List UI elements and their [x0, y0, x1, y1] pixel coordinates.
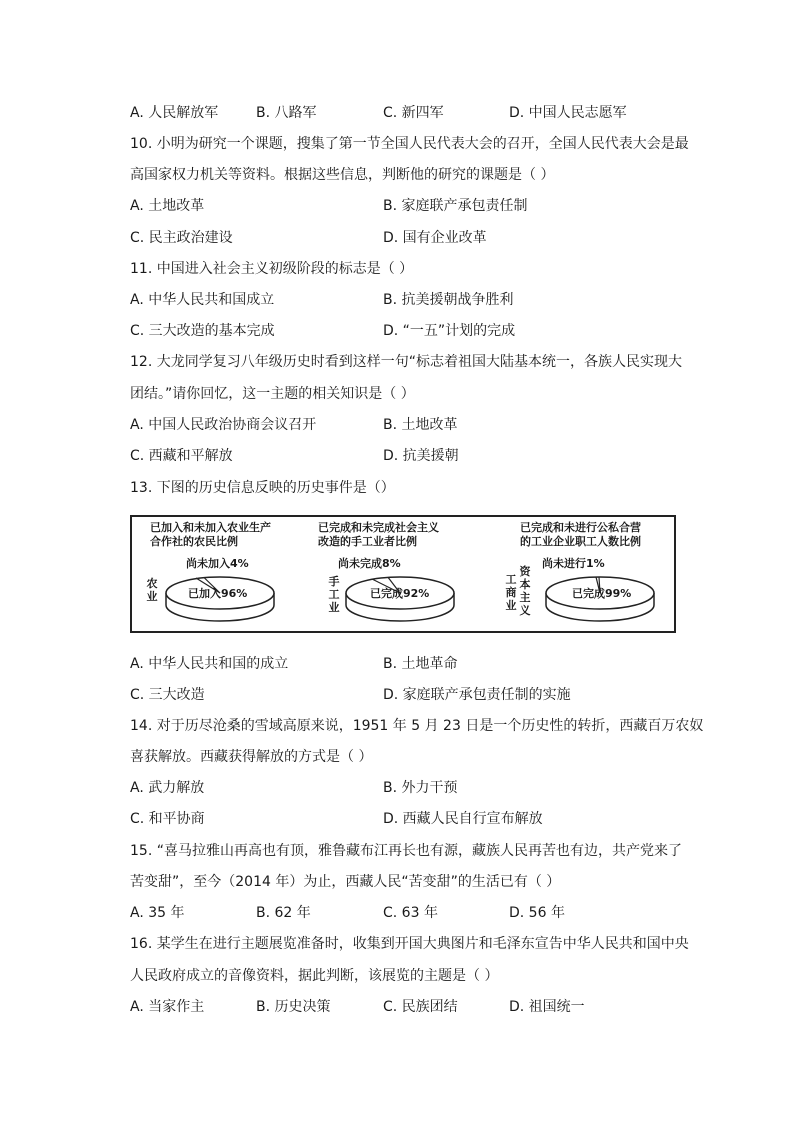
- q14-option-a: A. 武力解放: [130, 780, 205, 796]
- q10-stem-line1: 10. 小明为研究一个课题，搜集了第一节全国人民代表大会的召开，全国人民代表大会是最: [130, 136, 689, 152]
- panel2-callout: 尚未完成8%: [338, 557, 401, 570]
- q11-option-c: C. 三大改造的基本完成: [130, 323, 275, 339]
- q11-option-b: B. 抗美援朝战争胜利: [383, 292, 514, 308]
- q11-option-d: D. “一五”计划的完成: [383, 323, 516, 339]
- panel1-inner-label: 已加入96%: [188, 587, 248, 600]
- q12-option-c: C. 西藏和平解放: [130, 448, 233, 464]
- panel1-callout: 尚未加入4%: [186, 557, 249, 570]
- q14-option-d: D. 西藏人民自行宣布解放: [383, 811, 543, 827]
- panel1-title-line2: 合作社的农民比例: [150, 535, 238, 548]
- q11-option-a: A. 中华人民共和国成立: [130, 292, 275, 308]
- panel1-side-label: 农业: [146, 577, 158, 603]
- panel3-title-line1: 已完成和未进行公私合营: [520, 521, 641, 534]
- panel3-side-label-2: 资本主义: [519, 565, 531, 617]
- q15-option-b: B. 62 年: [256, 905, 311, 921]
- q15-stem-line1: 15. “喜马拉雅山再高也有顶，雅鲁藏布江再长也有源，藏族人民再苦也有边，共产党来了: [130, 843, 682, 859]
- q9-option-d: D. 中国人民志愿军: [509, 105, 627, 121]
- q13-pie-figure: [130, 515, 676, 633]
- q13-option-b: B. 土地革命: [383, 656, 458, 672]
- q15-stem-line2: 苦变甜”，至今（2014 年）为止，西藏人民“苦变甜”的生活已有（ ）: [130, 874, 561, 890]
- q13-option-d: D. 家庭联产承包责任制的实施: [383, 687, 571, 703]
- q14-option-c: C. 和平协商: [130, 811, 205, 827]
- q14-stem-line2: 喜获解放。西藏获得解放的方式是（ ）: [130, 749, 373, 765]
- q15-option-a: A. 35 年: [130, 905, 185, 921]
- panel2-title-line2: 改造的手工业者比例: [318, 535, 417, 548]
- q13-stem: 13. 下图的历史信息反映的历史事件是（）: [130, 480, 395, 496]
- q16-stem-line1: 16. 某学生在进行主题展览准备时，收集到开国大典图片和毛泽东宣告中华人民共和国中央: [130, 936, 689, 952]
- panel2-inner-label: 已完成92%: [370, 587, 430, 600]
- panel3-inner-label: 已完成99%: [572, 587, 632, 600]
- q12-stem-line1: 12. 大龙同学复习八年级历史时看到这样一句“标志着祖国大陆基本统一，各族人民实现大: [130, 354, 682, 370]
- q9-option-c: C. 新四军: [383, 105, 444, 121]
- q9-option-a: A. 人民解放军: [130, 105, 219, 121]
- q14-option-b: B. 外力干预: [383, 780, 458, 796]
- panel3-title-line2: 的工业企业职工人数比例: [520, 535, 641, 548]
- q15-option-c: C. 63 年: [383, 905, 438, 921]
- q10-option-d: D. 国有企业改革: [383, 230, 487, 246]
- q10-option-c: C. 民主政治建设: [130, 230, 233, 246]
- q9-option-b: B. 八路军: [256, 105, 317, 121]
- panel2-title-line1: 已完成和未完成社会主义: [318, 521, 439, 534]
- q12-option-b: B. 土地改革: [383, 417, 458, 433]
- q10-option-b: B. 家庭联产承包责任制: [383, 198, 528, 214]
- q12-option-a: A. 中国人民政治协商会议召开: [130, 417, 317, 433]
- q12-option-d: D. 抗美援朝: [383, 448, 459, 464]
- panel1-title-line1: 已加入和未加入农业生产: [150, 521, 271, 534]
- panel3-side-label-1: 工商业: [505, 573, 517, 612]
- q14-stem-line1: 14. 对于历尽沧桑的雪域高原来说，1951 年 5 月 23 日是一个历史性的转折，西藏百万农奴: [130, 718, 704, 734]
- q16-stem-line2: 人民政府成立的音像资料，据此判断，该展览的主题是（ ）: [130, 968, 499, 984]
- q16-option-d: D. 祖国统一: [509, 999, 585, 1015]
- q16-option-a: A. 当家作主: [130, 999, 205, 1015]
- q10-option-a: A. 土地改革: [130, 198, 205, 214]
- panel3-callout: 尚未进行1%: [542, 557, 605, 570]
- q15-option-d: D. 56 年: [509, 905, 565, 921]
- q16-option-b: B. 历史决策: [256, 999, 331, 1015]
- q10-stem-line2: 高国家权力机关等资料。根据这些信息，判断他的研究的课题是（ ）: [130, 167, 555, 183]
- q11-stem: 11. 中国进入社会主义初级阶段的标志是（ ）: [130, 261, 414, 277]
- q16-option-c: C. 民族团结: [383, 999, 458, 1015]
- q12-stem-line2: 团结。”请你回忆，这一主题的相关知识是（ ）: [130, 386, 415, 402]
- q13-option-c: C. 三大改造: [130, 687, 205, 703]
- q13-option-a: A. 中华人民共和国的成立: [130, 656, 289, 672]
- panel2-side-label: 手工业: [328, 575, 340, 614]
